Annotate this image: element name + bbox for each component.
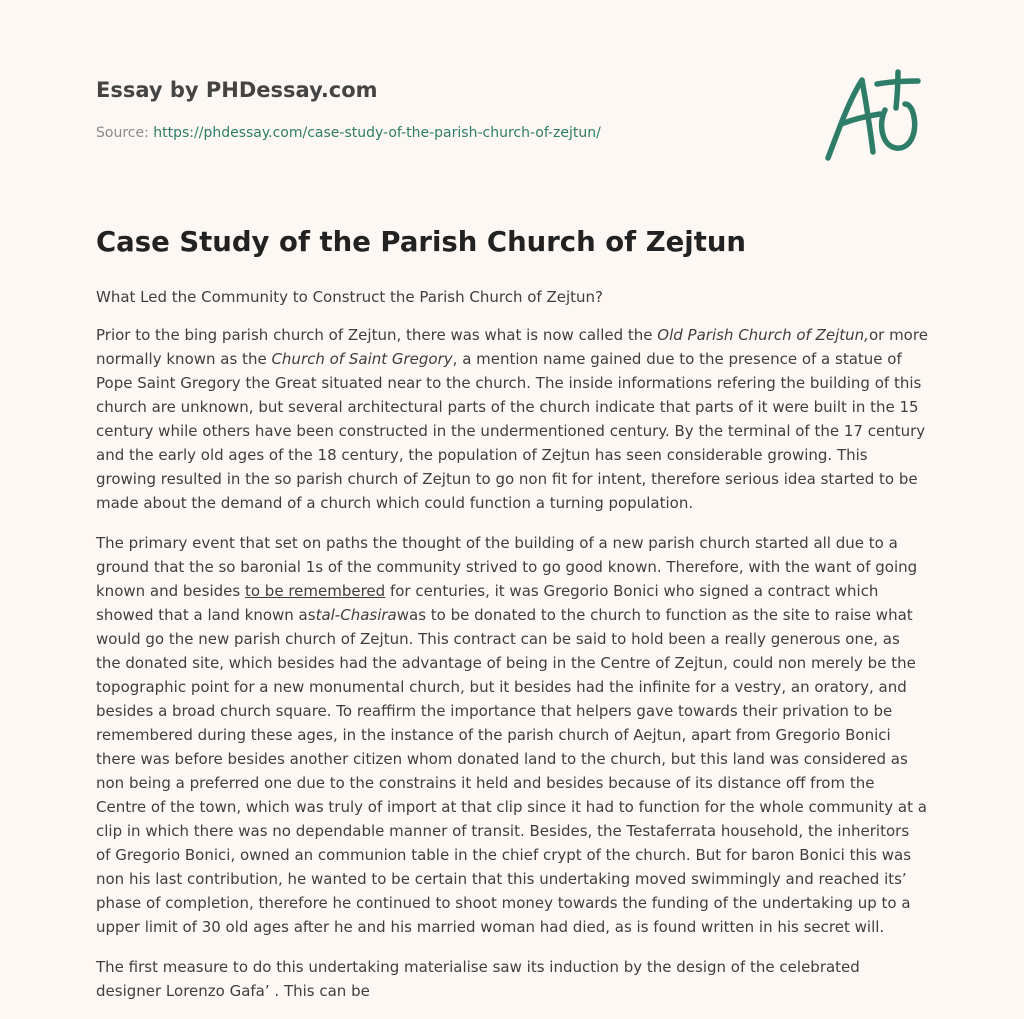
p2-italic-tal-chasira: tal-Chasira [315,606,397,624]
source-line [96,125,601,141]
essay-body [96,285,928,1019]
p1-italic-old-parish-church: Old Parish Church of Zejtun, [657,326,869,344]
p2-text-a: The primary event that set on paths the thought of the building of a new parish church started all due to a ground that the so baronial 1s of the community strived to go good known. Therefore, with the want of going known and besides [96,534,918,600]
p2-underlined-phrase: to be remembered [244,582,386,600]
essay-title: Case Study of the Parish Church of Zejtun [96,226,747,258]
essay-paragraph-3: The first measure to do this undertaking materialise saw its induction by the design of the celebrated designer Lorenzo Gafa’ . This can be [96,958,860,1000]
p1-italic-church-saint-gregory: Church of Saint Gregory [271,350,453,368]
a-plus-logo-icon [822,68,926,164]
p2-text-e: was to be donated to the church to function as the site to raise what would go the new parish church of Zejtun. This contract can be said to hold been a really generous one, as the donated site, which besides had the advantage of being in the Centre of Zejtun, could non merely be the topographic point for a new monumental church, but it besides had the infinite for a vestry, an oratory, and besides a broad church square. To reaffirm the importance that helpers gave towards their privation to be remembered during these ages, in the instance of the parish church of Aejtun, apart from Gregorio Bonici there was before besides another citizen whom donated land to the church, but this land was considered as non being a preferred one due to the constrains it held and besides because of its distance off from the Centre of the town, which was truly of import at that clip since it had to function for the whole community at a clip in which there was no dependable manner of transit. Besides, the Testaferrata household, the inheritors of Gregorio Bonici, owned an communion table in the chief crypt of the church. But for baron Bonici this was non his last contribution, he wanted to be certain that this undertaking moved swimmingly and reached its’ phase of completion, therefore he continued to shoot money towards the funding of the undertaking up to a upper limit of 30 old ages after he and his married woman had died, as is found written in his secret will. [96,606,927,936]
essay-question: What Led the Community to Construct the Parish Church of Zejtun? [96,288,603,306]
site-brand: Essay by PHDessay.com [96,78,378,102]
essay-paragraph-2 [96,531,928,939]
essay-paragraph-1 [96,323,928,515]
source-link[interactable]: https://phdessay.com/case-study-of-the-parish-church-of-zejtun/ [153,125,601,141]
source-label: Source: [96,125,154,141]
p1-text-e: , a mention name gained due to the presence of a statue of Pope Saint Gregory the Great situated near to the church. The inside informations refering the building of this church are unknown, but several architectural parts of the church indicate that parts of it were built in the 15 century while others have been constructed in the undermentioned century. By the terminal of the 17 century and the early old ages of the 18 century, the population of Zejtun has seen considerable growing. This growing resulted in the so parish church of Zejtun to go non fit for intent, therefore serious idea started to be made about the demand of a church which could function a turning population. [96,350,926,512]
p2-text-c: for centuries, it was Gregorio Bonici who signed a contract which showed that a land known as [96,582,879,624]
p1-text-a: Prior to the bing parish church of Zejtun, there was what is now called the [96,326,658,344]
p1-text-c: or more normally known as the [96,326,928,368]
